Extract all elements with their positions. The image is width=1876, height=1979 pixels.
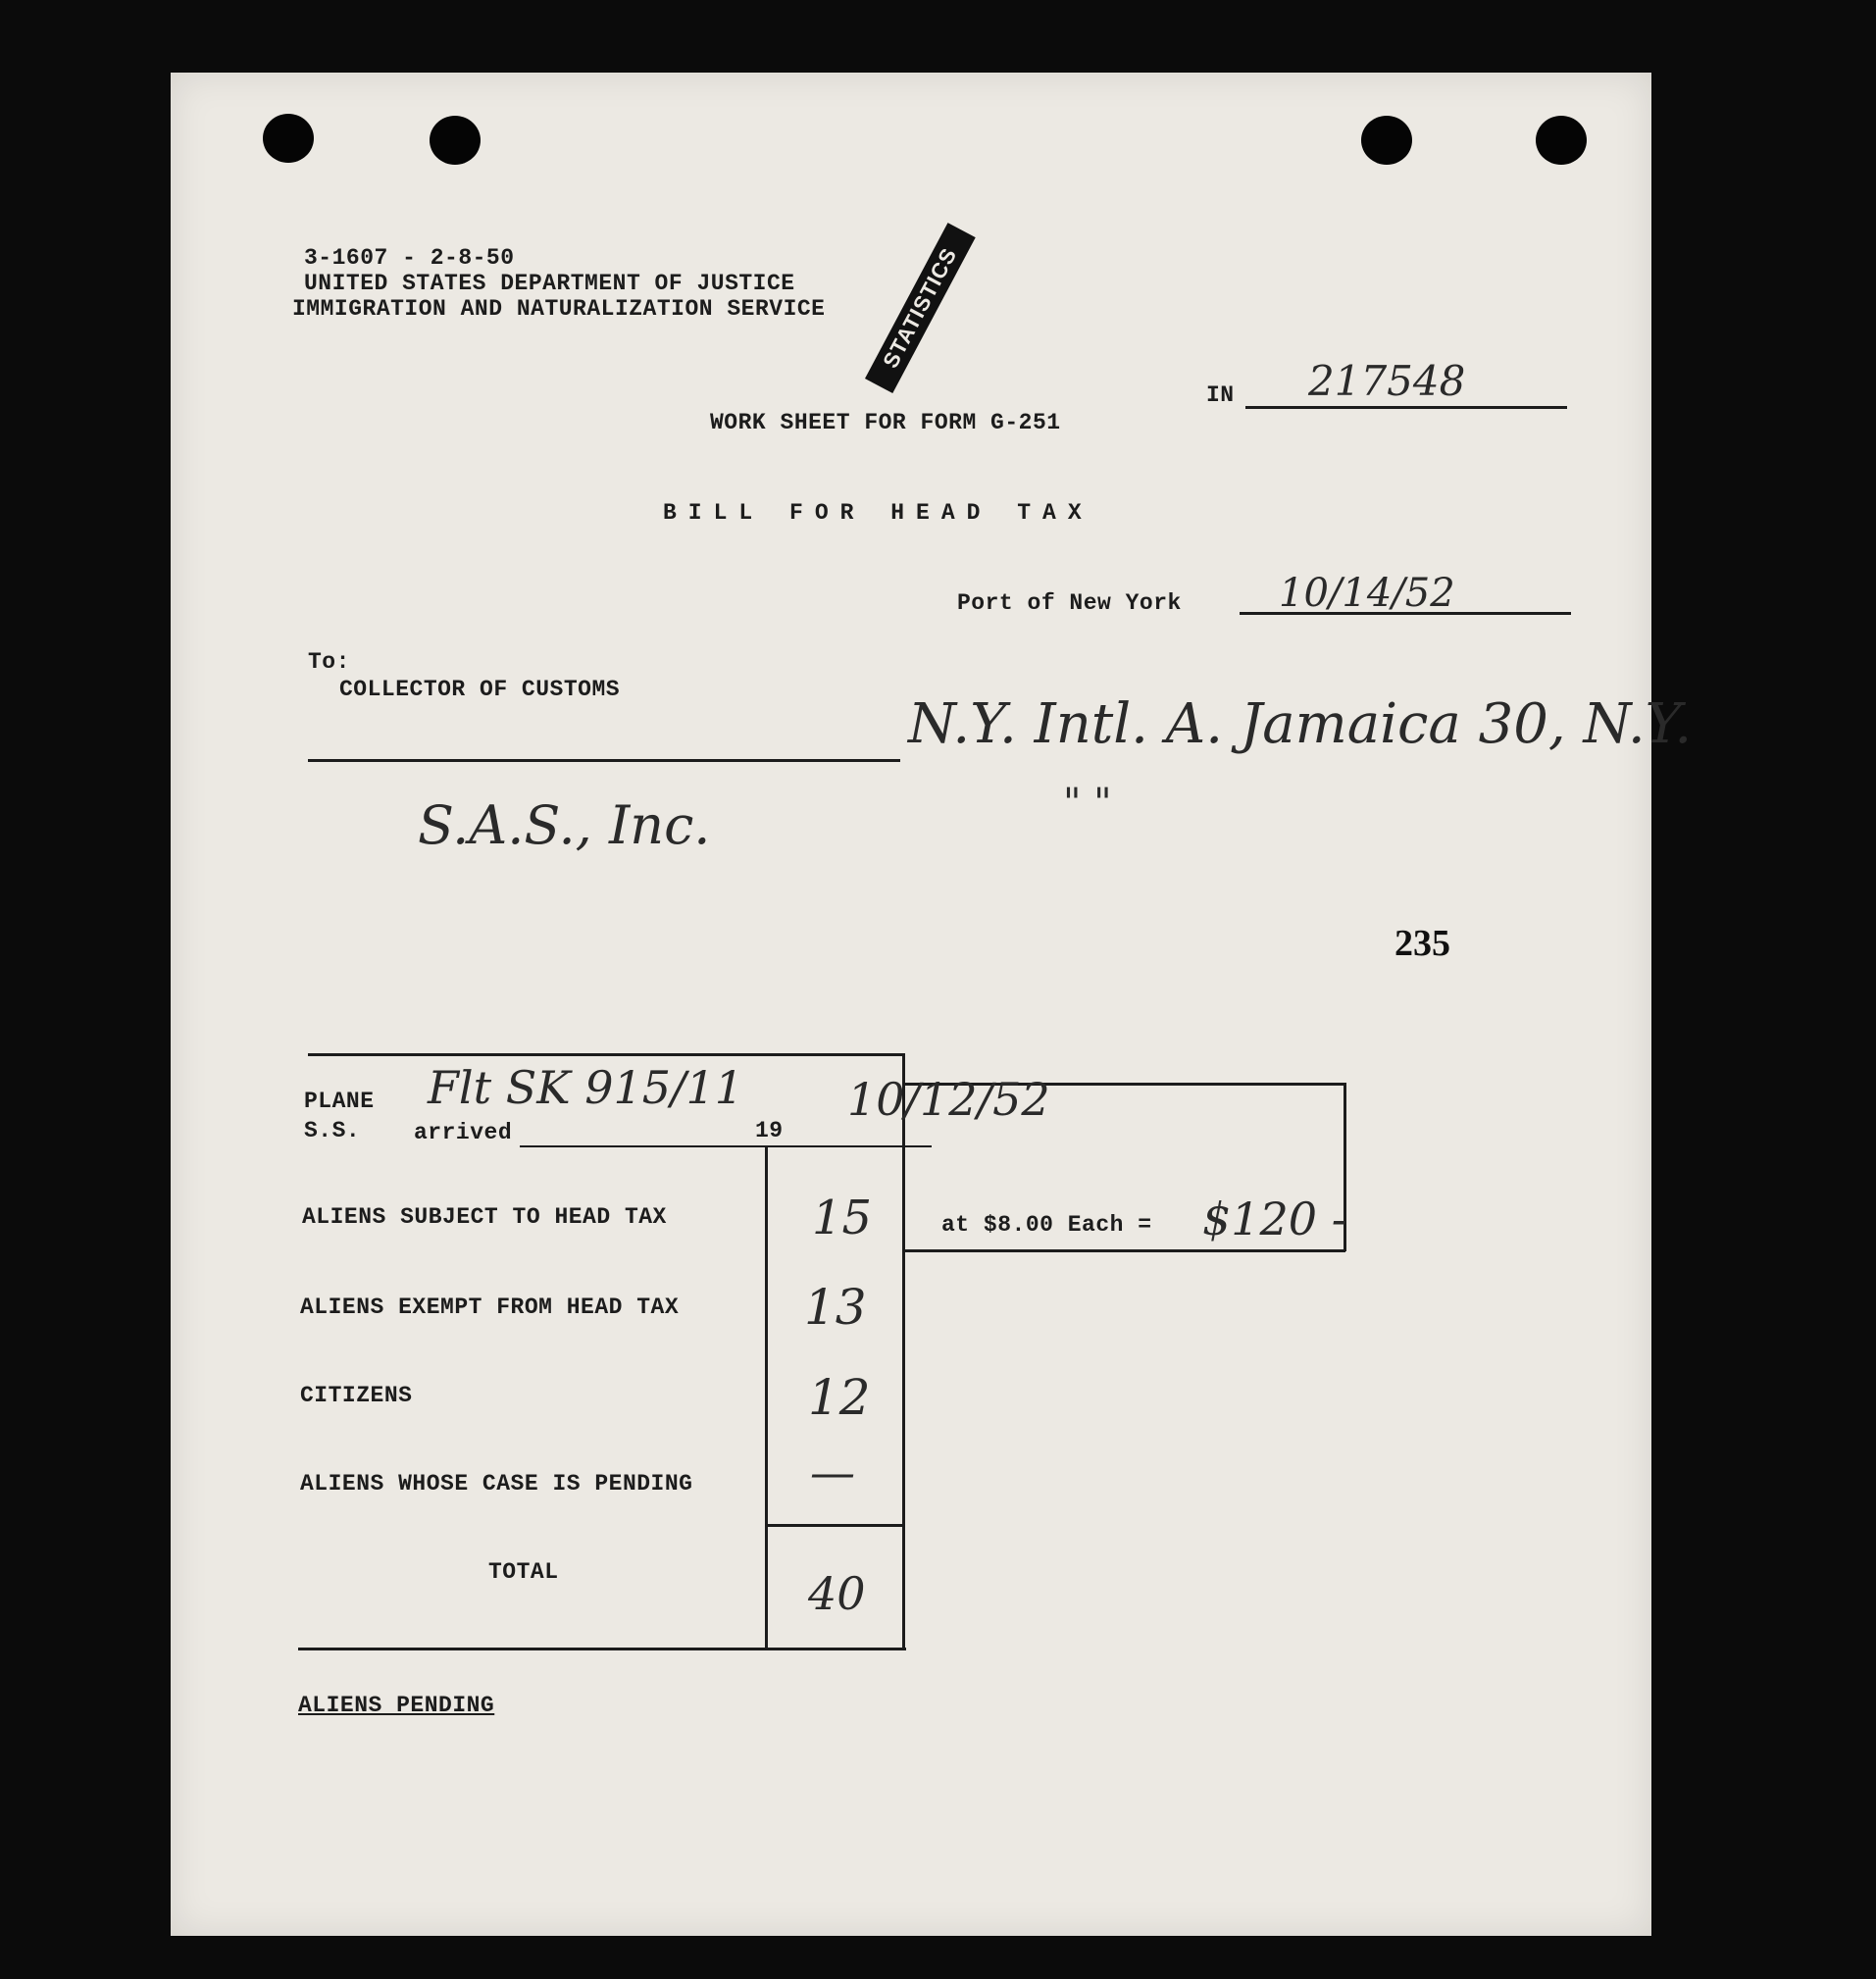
punch-hole (1361, 116, 1412, 165)
in-label: IN (1206, 382, 1235, 408)
document-page (171, 73, 1693, 1936)
total-row-top (765, 1524, 904, 1527)
collector-of-customs: COLLECTOR OF CUSTOMS (339, 677, 621, 702)
punch-hole (263, 114, 314, 163)
department-name: UNITED STATES DEPARTMENT OF JUSTICE (304, 271, 795, 296)
row-count-pending: — (810, 1446, 855, 1498)
in-number-handwritten: 217548 (1308, 357, 1466, 405)
total-label: TOTAL (488, 1559, 559, 1585)
plane-label: PLANE (304, 1089, 375, 1114)
row-count-subject: 15 (812, 1191, 873, 1245)
total-value: 40 (808, 1567, 866, 1620)
port-label: Port of New York (957, 590, 1182, 616)
service-name: IMMIGRATION AND NATURALIZATION SERVICE (292, 296, 826, 322)
rate-box-bottom (902, 1249, 1345, 1252)
ss-label: S.S. (304, 1118, 361, 1143)
in-underline (1245, 406, 1567, 409)
addressee-underline (308, 759, 900, 762)
punch-hole (1536, 116, 1587, 165)
aliens-pending-heading: ALIENS PENDING (298, 1693, 495, 1718)
flight-handwritten: Flt SK 915/11 (428, 1061, 744, 1114)
table-center-rule (902, 1053, 905, 1649)
ditto-marks: " " (1063, 781, 1112, 826)
table-top-rule (308, 1053, 904, 1056)
count-column-left (765, 1145, 768, 1649)
row-label-subject: ALIENS SUBJECT TO HEAD TAX (302, 1204, 667, 1230)
row-label-citizens: CITIZENS (300, 1383, 413, 1408)
arrived-underline (520, 1145, 932, 1147)
arrival-date-handwritten: 10/12/52 (847, 1073, 1050, 1126)
handwritten-company: S.A.S., Inc. (418, 794, 711, 856)
row-label-exempt: ALIENS EXEMPT FROM HEAD TAX (300, 1294, 680, 1320)
port-date-handwritten: 10/14/52 (1279, 571, 1455, 616)
rate-amount: $120 - (1202, 1192, 1347, 1245)
page-number: 235 (1394, 923, 1450, 964)
row-count-exempt: 13 (804, 1279, 867, 1336)
punch-hole (430, 116, 481, 165)
year-prefix: 19 (755, 1118, 784, 1143)
rate-text: at $8.00 Each = (941, 1212, 1152, 1238)
form-title: WORK SHEET FOR FORM G-251 (710, 410, 1061, 435)
row-label-pending: ALIENS WHOSE CASE IS PENDING (300, 1471, 693, 1497)
arrived-label: arrived (414, 1120, 513, 1145)
statistics-stamp: STATISTICS (865, 223, 976, 393)
table-bottom-rule (298, 1648, 906, 1650)
to-label: To: (308, 649, 350, 675)
row-count-citizens: 12 (808, 1369, 871, 1426)
form-number: 3-1607 - 2-8-50 (304, 245, 515, 271)
form-subtitle: BILL FOR HEAD TAX (663, 500, 1093, 526)
handwritten-location: N.Y. Intl. A. Jamaica 30, N.Y. (908, 692, 1693, 756)
